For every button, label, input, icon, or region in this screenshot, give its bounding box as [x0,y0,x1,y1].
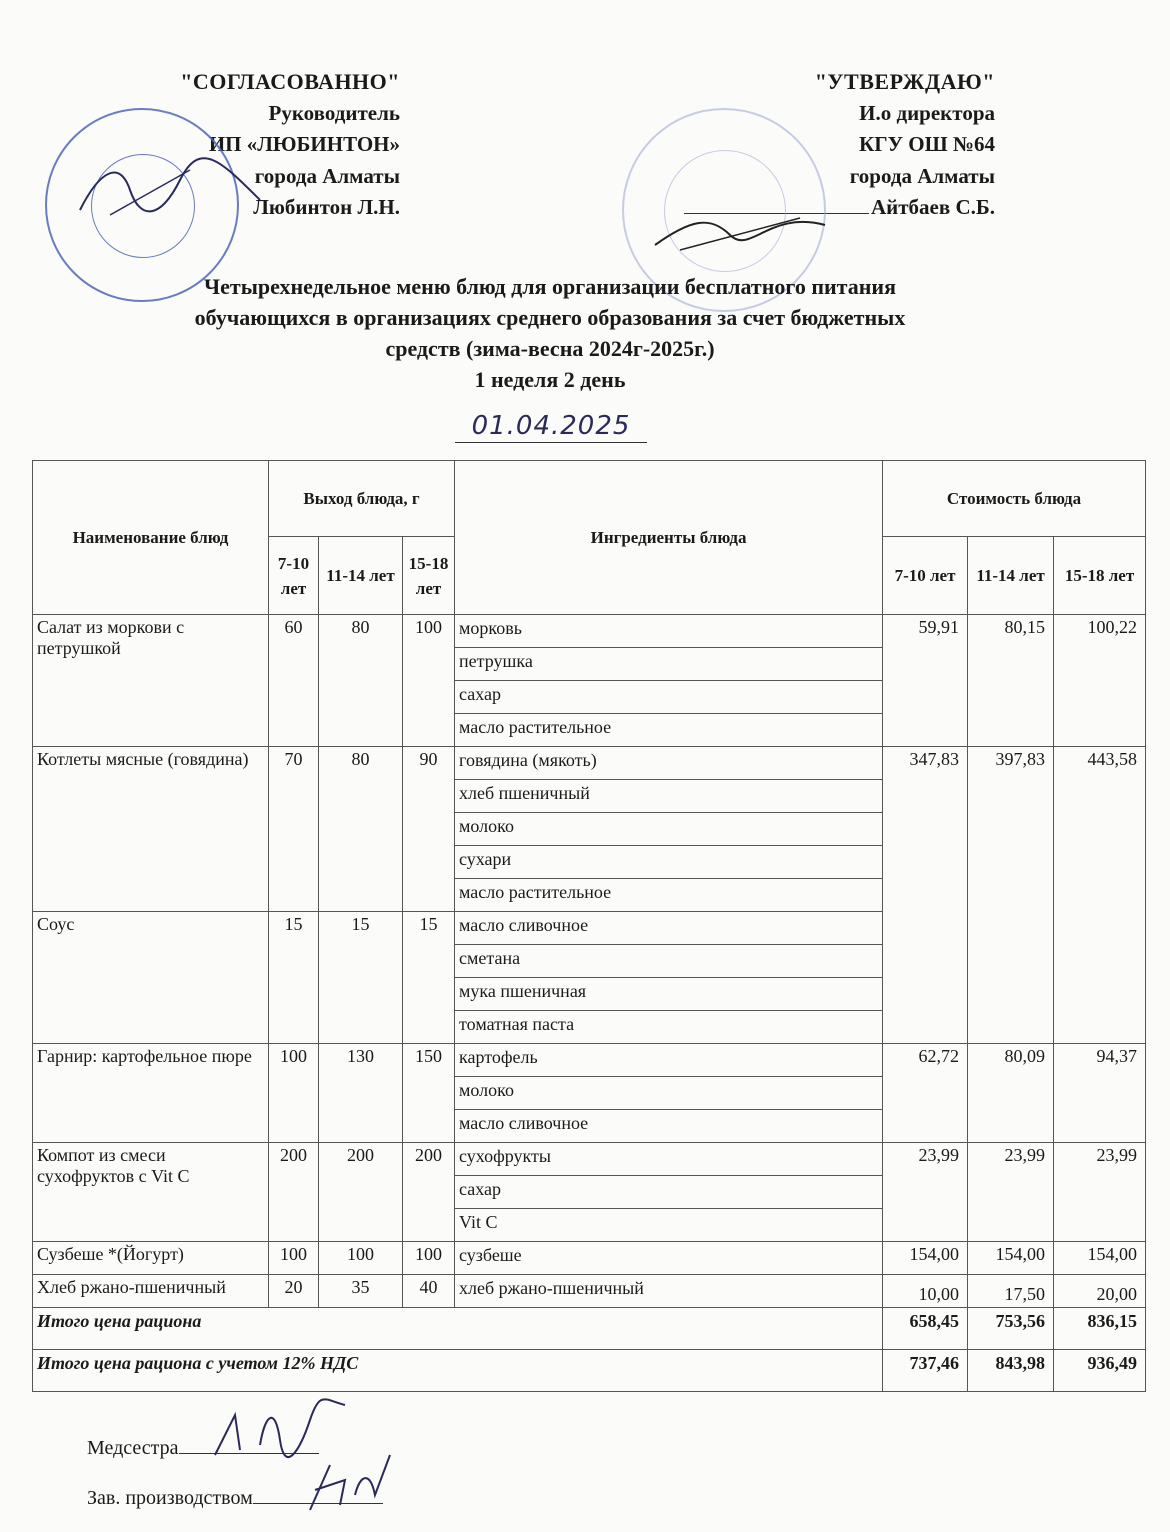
total-age2: 843,98 [968,1350,1054,1392]
ingredient: молоко [455,1077,883,1110]
cost-age1: 347,83 [883,747,968,1044]
cost-age2: 154,00 [968,1242,1054,1275]
yield-age2: 35 [319,1275,403,1308]
ingredient: сметана [455,945,883,978]
ingredient: молоко [455,813,883,846]
ingredient: масло сливочное [455,912,883,945]
total-label: Итого цена рациона с учетом 12% НДС [33,1350,883,1392]
header-yield-age: 7-10 лет [269,537,319,615]
ingredient: картофель [455,1044,883,1077]
ingredient: томатная паста [455,1011,883,1044]
title-line: обучающихся в организациях среднего образования за счет бюджетных [194,305,906,330]
cost-age2: 397,83 [968,747,1054,1044]
yield-age3: 90 [403,747,455,912]
ingredient: мука пшеничная [455,978,883,1011]
dish-name: Хлеб ржано-пшеничный [33,1275,269,1308]
ingredient: хлеб ржано-пшеничный [455,1275,883,1308]
total-row [33,1350,1146,1392]
header-dish: Наименование блюд [33,461,269,615]
yield-age3: 40 [403,1275,455,1308]
total-age3: 836,15 [1054,1308,1146,1350]
handwritten-date: 01.04.2025 [455,410,647,443]
ingredient: сухофрукты [455,1143,883,1176]
cost-age3: 23,99 [1054,1143,1146,1242]
yield-age3: 15 [403,912,455,1044]
table-row [33,1275,1146,1308]
ingredient: говядина (мякоть) [455,747,883,780]
menu-table [32,460,1146,1392]
production-label: Зав. производством [87,1487,253,1509]
yield-age3: 200 [403,1143,455,1242]
header-cost-age: 7-10 лет [883,537,968,615]
ingredient: сахар [455,681,883,714]
approval-right-city: города Алматы [849,163,995,188]
dish-name: Котлеты мясные (говядина) [33,747,269,912]
header-ingredients: Ингредиенты блюда [455,461,883,615]
total-row [33,1308,1146,1350]
approval-left-city: города Алматы [254,163,400,188]
cost-age1: 23,99 [883,1143,968,1242]
approval-left-name: Любинтон Л.Н. [253,195,400,219]
approval-right-name: Айтбаев С.Б. [870,195,995,219]
approval-right-heading: "УТВЕРЖДАЮ" [814,69,995,94]
header-yield: Выход блюда, г [269,461,455,537]
title-line: Четырехнедельное меню блюд для организации бесплатного питания [203,274,896,299]
yield-age1: 15 [269,912,319,1044]
header-cost-age: 11-14 лет [968,537,1054,615]
menu-title [80,271,1020,395]
ingredient: петрушка [455,648,883,681]
yield-age2: 80 [319,747,403,912]
yield-age2: 80 [319,615,403,747]
total-age3: 936,49 [1054,1350,1146,1392]
cost-age3: 154,00 [1054,1242,1146,1275]
cost-age1: 59,91 [883,615,968,747]
dish-name: Гарнир: картофельное пюре [33,1044,269,1143]
dish-name: Сузбеше *(Йогурт) [33,1242,269,1275]
dish-name: Компот из смеси сухофруктов с Vit C [33,1143,269,1242]
yield-age2: 200 [319,1143,403,1242]
header-cost-age: 15-18 лет [1054,537,1146,615]
table-row [33,615,1146,648]
header-yield-age: 15-18 лет [403,537,455,615]
signature-right-icon [650,200,830,260]
yield-age1: 200 [269,1143,319,1242]
dish-name: Соус [33,912,269,1044]
yield-age1: 100 [269,1044,319,1143]
yield-age1: 60 [269,615,319,747]
yield-age1: 20 [269,1275,319,1308]
cost-age1: 10,00 [883,1275,968,1308]
header-yield-age: 11-14 лет [319,537,403,615]
dish-name: Салат из моркови с петрушкой [33,615,269,747]
cost-age1: 154,00 [883,1242,968,1275]
cost-age2: 80,15 [968,615,1054,747]
cost-age2: 80,09 [968,1044,1054,1143]
total-age1: 737,46 [883,1350,968,1392]
table-row [33,747,1146,780]
ingredient: масло растительное [455,714,883,747]
total-age1: 658,45 [883,1308,968,1350]
header-cost: Стоимость блюда [883,461,1146,537]
table-row [33,1242,1146,1275]
ingredient: сузбеше [455,1242,883,1275]
table-row [33,1143,1146,1176]
ingredient: сахар [455,1176,883,1209]
ingredient: морковь [455,615,883,648]
cost-age3: 443,58 [1054,747,1146,1044]
ingredient: масло сливочное [455,1110,883,1143]
approval-left-org: ИП «ЛЮБИНТОН» [208,132,400,156]
yield-age2: 15 [319,912,403,1044]
yield-age2: 100 [319,1242,403,1275]
approval-right-org: КГУ ОШ №64 [859,132,995,156]
cost-age2: 23,99 [968,1143,1054,1242]
yield-age2: 130 [319,1044,403,1143]
production-signature-icon [300,1450,400,1520]
nurse-label: Медсестра [87,1437,179,1459]
cost-age3: 100,22 [1054,615,1146,747]
ingredient: Vit C [455,1209,883,1242]
approval-left-heading: "СОГЛАСОВАННО" [180,69,400,94]
total-age2: 753,56 [968,1308,1054,1350]
approval-right-role: И.о директора [859,100,995,125]
ingredient: масло растительное [455,879,883,912]
approval-left-role: Руководитель [268,100,400,125]
total-label: Итого цена рациона [33,1308,883,1350]
yield-age3: 100 [403,615,455,747]
cost-age1: 62,72 [883,1044,968,1143]
yield-age1: 100 [269,1242,319,1275]
yield-age3: 100 [403,1242,455,1275]
table-row [33,1044,1146,1077]
ingredient: сухари [455,846,883,879]
cost-age3: 20,00 [1054,1275,1146,1308]
cost-age3: 94,37 [1054,1044,1146,1143]
title-line: средств (зима-весна 2024г-2025г.) [385,336,715,361]
yield-age1: 70 [269,747,319,912]
title-week-day: 1 неделя 2 день [474,367,626,392]
menu-table-body [33,615,1146,1392]
yield-age3: 150 [403,1044,455,1143]
signature-left-icon [70,150,270,230]
ingredient: хлеб пшеничный [455,780,883,813]
cost-age2: 17,50 [968,1275,1054,1308]
